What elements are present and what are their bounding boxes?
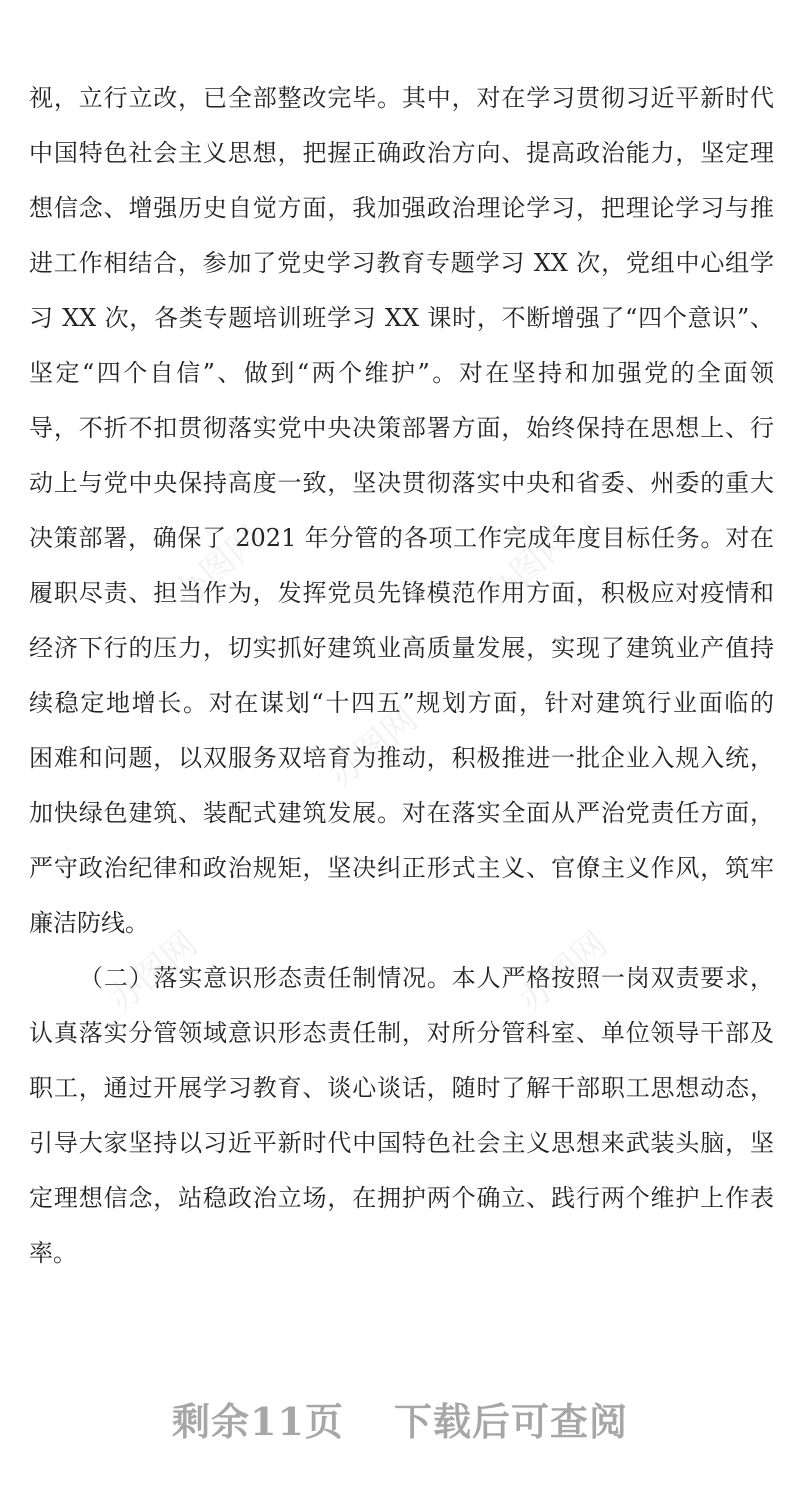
- paragraph-2-line-6: 率。: [29, 1239, 77, 1267]
- watermark-logo: 办图网: [511, 924, 616, 1021]
- paragraph-1-line-2: 中国特色社会主义思想，把握正确政治方向、提高政治能力，坚定理: [29, 139, 774, 167]
- paragraph-1-line-5: 习 XX 次，各类专题培训班学习 XX 课时，不断增强了“四个意识”、: [29, 304, 774, 332]
- paragraph-1-line-12: 续稳定地增长。对在谋划“十四五”规划方面，针对建筑行业面临的: [29, 689, 774, 717]
- paragraph-2-line-5: 定理想信念，站稳政治立场，在拥护两个确立、践行两个维护上作表: [29, 1184, 774, 1212]
- paragraph-1-line-14: 加快绿色建筑、装配式建筑发展。对在落实全面从严治党责任方面，: [29, 799, 774, 827]
- paragraph-1-line-7: 导，不折不扣贯彻落实党中央决策部署方面，始终保持在思想上、行: [29, 414, 774, 442]
- paragraph-1-line-13: 困难和问题，以双服务双培育为推动，积极推进一批企业入规入统，: [29, 744, 774, 772]
- paragraph-2-line-1: （二）落实意识形态责任制情况。本人严格按照一岗双责要求，: [79, 964, 774, 992]
- paragraph-1-line-4: 进工作相结合，参加了党史学习教育专题学习 XX 次，党组中心组学: [29, 249, 774, 277]
- paragraph-2-line-4: 引导大家坚持以习近平新时代中国特色社会主义思想来武装头脑，坚: [29, 1129, 774, 1157]
- paragraph-1-line-3: 想信念、增强历史自觉方面，我加强政治理论学习，把理论学习与推: [29, 194, 774, 222]
- watermark-logo: 办图网: [321, 699, 426, 796]
- remaining-pages-label: 剩余11页: [172, 1399, 344, 1444]
- paragraph-1-line-16: 廉洁防线。: [29, 909, 149, 937]
- paragraph-2-line-2: 认真落实分管领域意识形态责任制，对所分管科室、单位领导干部及: [29, 1019, 774, 1047]
- paragraph-1-line-1: 视，立行立改，已全部整改完毕。其中，对在学习贯彻习近平新时代: [29, 84, 774, 112]
- paragraph-2-line-3: 职工，通过开展学习教育、谈心谈话，随时了解干部职工思想动态，: [29, 1074, 774, 1102]
- watermark-logo: 办图网: [476, 519, 581, 616]
- paragraph-1-line-11: 经济下行的压力，切实抓好建筑业高质量发展，实现了建筑业产值持: [29, 634, 774, 662]
- paragraph-1-line-10: 履职尽责、担当作为，发挥党员先锋模范作用方面，积极应对疫情和: [29, 579, 774, 607]
- download-prompt[interactable]: [0, 1392, 800, 1452]
- watermark-logo: 办图网: [101, 924, 206, 1021]
- download-to-view-label: 下载后可查阅: [393, 1399, 628, 1444]
- paragraph-1-line-6: 坚定“四个自信”、做到“两个维护”。对在坚持和加强党的全面领: [29, 359, 774, 387]
- paragraph-1-line-8: 动上与党中央保持高度一致，坚决贯彻落实中央和省委、州委的重大: [29, 469, 774, 497]
- watermark-logo: 办图网: [166, 519, 271, 616]
- paragraph-1-line-15: 严守政治纪律和政治规矩，坚决纠正形式主义、官僚主义作风，筑牢: [29, 854, 774, 882]
- paragraph-1-line-9: 决策部署，确保了 2021 年分管的各项工作完成年度目标任务。对在: [29, 524, 774, 552]
